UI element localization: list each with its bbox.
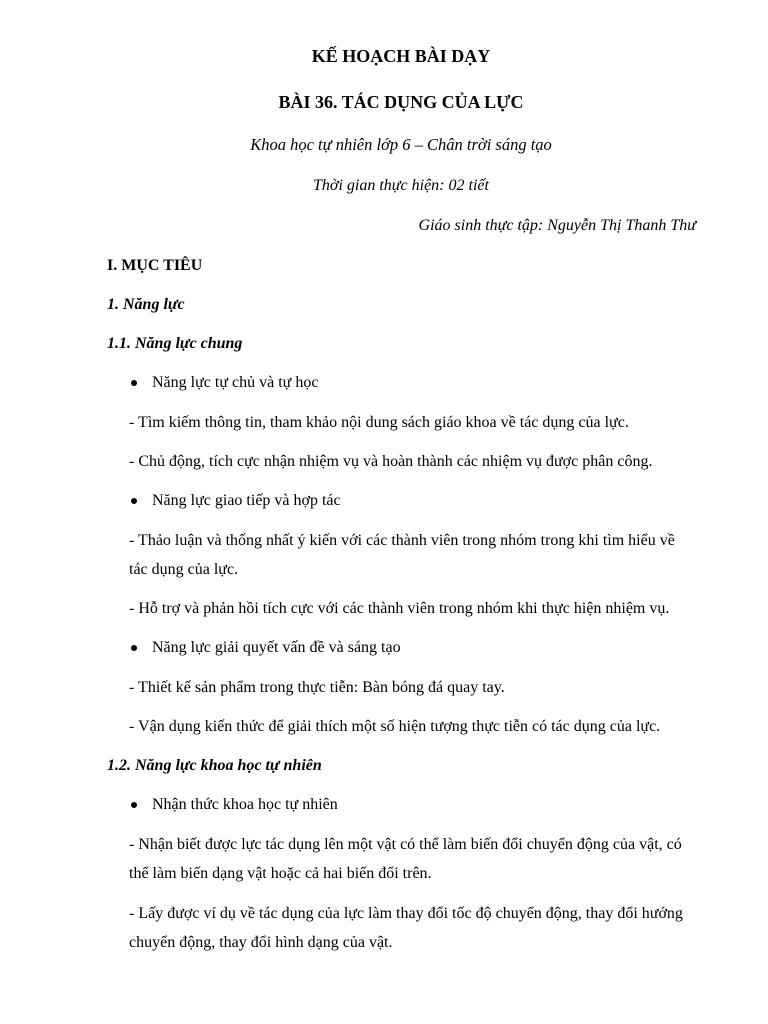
paragraph-line: - Tìm kiếm thông tin, tham khảo nội dung sách giáo khoa về tác dụng của lực. (129, 414, 629, 431)
paragraph-line: - Lấy được ví dụ về tác dụng của lực làm thay đổi tốc độ chuyển động, thay đổi hướng (129, 905, 683, 922)
teacher-line: Giáo sinh thực tập: Nguyễn Thị Thanh Thư (418, 217, 696, 234)
bullet-item-self-study: Năng lực tự chủ và tự học (152, 374, 319, 391)
section-heading-objectives: I. MỤC TIÊU (107, 257, 203, 274)
document-title: KẾ HOẠCH BÀI DẠY (311, 46, 491, 66)
paragraph-line: tác dụng của lực. (129, 561, 239, 578)
paragraph-line: - Thiết kế sản phẩm trong thực tiễn: Bàn bóng đá quay tay. (129, 679, 505, 696)
bullet-item-science-awareness: Nhận thức khoa học tự nhiên (152, 796, 338, 813)
paragraph-line: - Nhận biết được lực tác dụng lên một vật có thể làm biến đổi chuyển động của vật, có (129, 836, 682, 853)
duration-line: Thời gian thực hiện: 02 tiết (313, 177, 489, 194)
subsection-heading-science-competence: 1.2. Năng lực khoa học tự nhiên (107, 757, 322, 774)
paragraph-line: - Vận dụng kiến thức để giải thích một số hiện tượng thực tiễn có tác dụng của lực. (129, 718, 661, 735)
subject-line: Khoa học tự nhiên lớp 6 – Chân trời sáng tạo (250, 135, 552, 154)
subsection-heading-competence: 1. Năng lực (107, 296, 185, 313)
paragraph-line: - Thảo luận và thống nhất ý kiến với các thành viên trong nhóm trong khi tìm hiểu về (129, 532, 675, 549)
paragraph-line: thể làm biến dạng vật hoặc cả hai biến đổi trên. (129, 865, 432, 882)
bullet-icon (131, 498, 137, 504)
bullet-icon (131, 380, 137, 386)
paragraph-line: - Hỗ trợ và phản hồi tích cực với các thành viên trong nhóm khi thực hiện nhiệm vụ. (129, 600, 670, 617)
bullet-item-problem-solving: Năng lực giải quyết vấn đề và sáng tạo (152, 639, 401, 656)
paragraph-line: - Chủ động, tích cực nhận nhiệm vụ và hoàn thành các nhiệm vụ được phân công. (129, 453, 653, 470)
bullet-icon (131, 802, 137, 808)
bullet-item-communication: Năng lực giao tiếp và hợp tác (152, 492, 341, 509)
subsection-heading-general-competence: 1.1. Năng lực chung (107, 335, 243, 352)
bullet-icon (131, 645, 137, 651)
lesson-title: BÀI 36. TÁC DỤNG CỦA LỰC (278, 92, 524, 112)
paragraph-line: chuyển động, thay đổi hình dạng của vật. (129, 934, 393, 951)
